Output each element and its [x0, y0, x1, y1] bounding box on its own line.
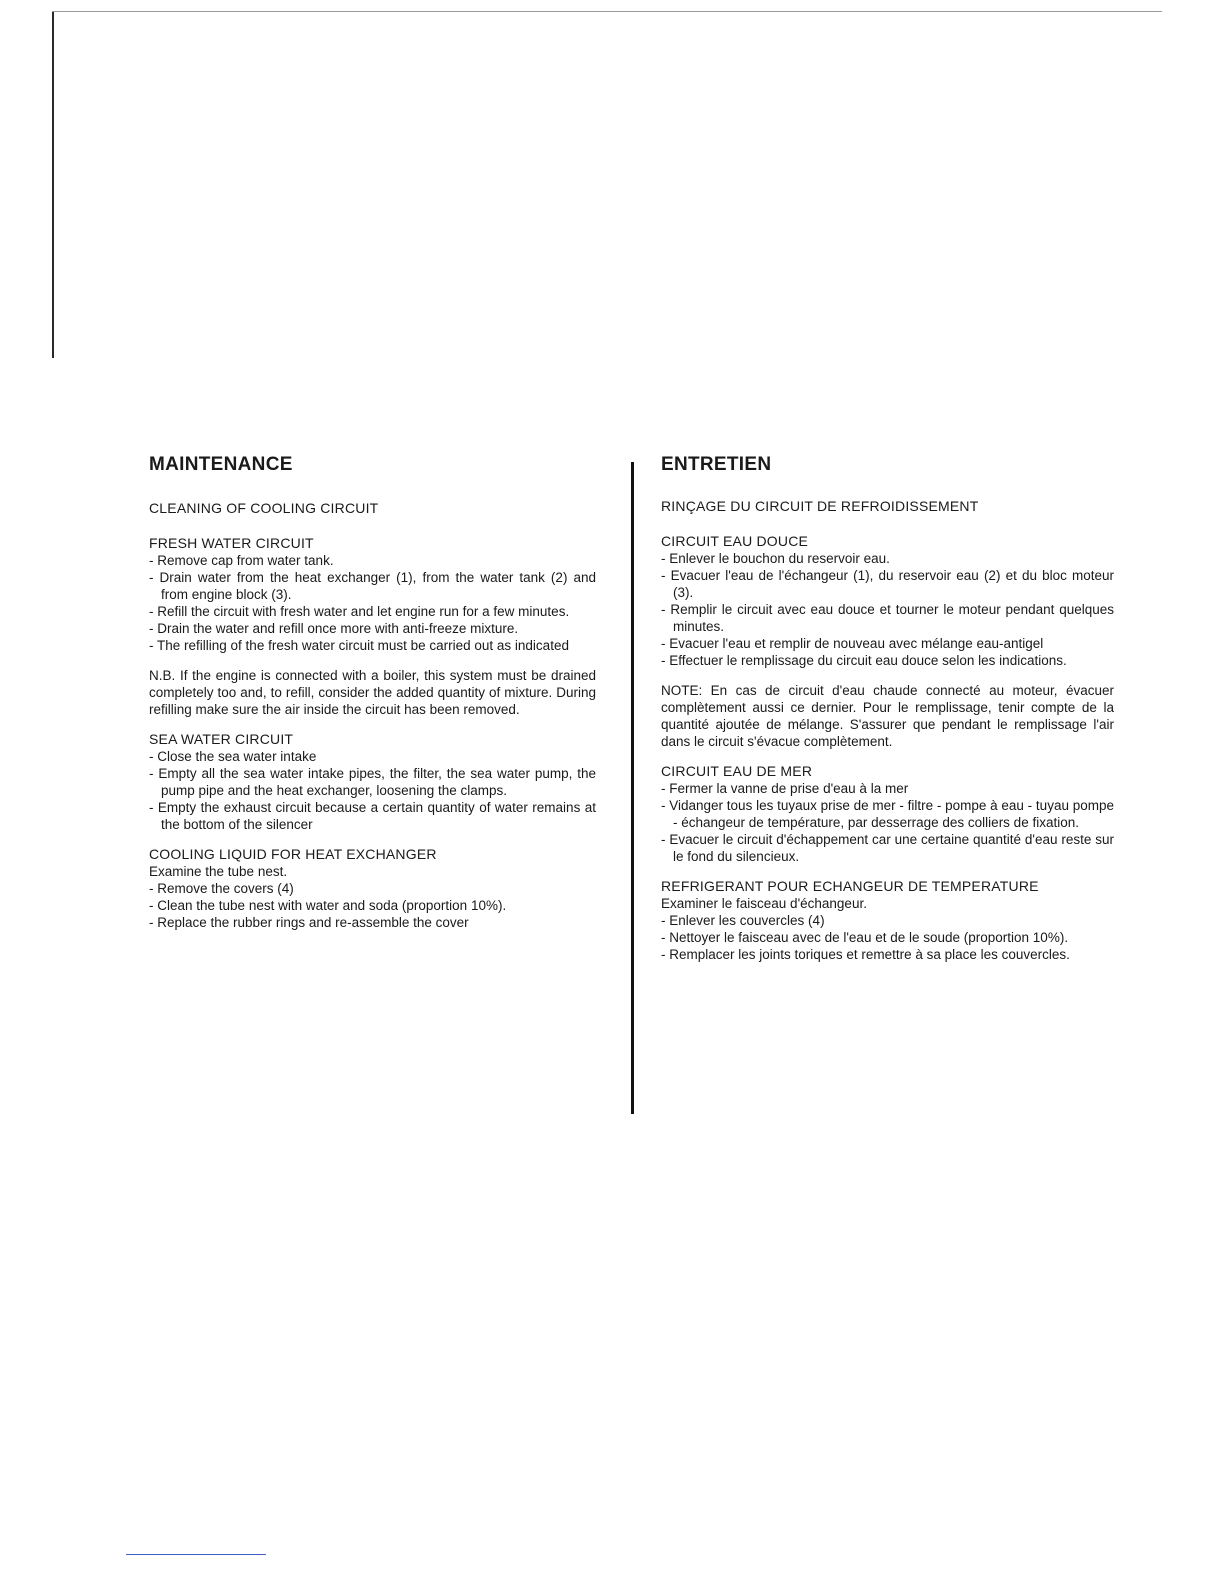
list-item: - Refill the circuit with fresh water and let engine run for a few minutes.: [149, 603, 596, 620]
list-item: - Evacuer le circuit d'échappement car une certaine quantité d'eau reste sur le fond du silencieux.: [661, 831, 1114, 865]
list-item: - Remove the covers (4): [149, 880, 596, 897]
step-list: [149, 748, 596, 833]
french-column: [661, 452, 1114, 976]
step-list: [661, 550, 1114, 669]
english-fresh-water-section: [149, 535, 596, 654]
top-rule: [52, 11, 1162, 12]
french-subtitle: RINÇAGE DU CIRCUIT DE REFROIDISSEMENT: [661, 498, 979, 514]
section-heading: FRESH WATER CIRCUIT: [149, 535, 314, 551]
section-heading: CIRCUIT EAU DE MER: [661, 763, 813, 779]
french-fresh-water-section: [661, 533, 1114, 669]
french-note: NOTE: En cas de circuit d'eau chaude connecté au moteur, évacuer complètement aussi ce dernier. Pour le remplissage, tenir compte de la quantité ajoutée de mélange. S'assurer que pendant le remplissage l'air dans le circuit s'évacue complètement.: [661, 683, 1114, 749]
list-item: - Drain water from the heat exchanger (1), from the water tank (2) and from engine block (3).: [149, 569, 596, 603]
english-note: N.B. If the engine is connected with a boiler, this system must be drained completely too and, to refill, consider the added quantity of mixture. During refilling make sure the air inside the circuit has been removed.: [149, 668, 596, 717]
list-item: - The refilling of the fresh water circuit must be carried out as indicated: [149, 637, 596, 654]
list-item: - Vidanger tous les tuyaux prise de mer - filtre - pompe à eau - tuyau pompe - échangeur de température, par desserrage des colliers de fixation.: [661, 797, 1114, 831]
english-cooling-liquid-section: [149, 846, 596, 931]
french-title: ENTRETIEN: [661, 454, 772, 475]
list-item: - Enlever les couvercles (4): [661, 912, 1114, 929]
french-cooling-liquid-section: [661, 878, 1114, 963]
list-item: - Close the sea water intake: [149, 748, 596, 765]
english-column: [149, 452, 596, 944]
step-list: [661, 780, 1114, 865]
section-heading: COOLING LIQUID FOR HEAT EXCHANGER: [149, 846, 437, 862]
english-sea-water-section: [149, 731, 596, 833]
section-intro: Examine the tube nest.: [149, 864, 288, 879]
list-item: - Drain the water and refill once more with anti-freeze mixture.: [149, 620, 596, 637]
list-item: - Remplir le circuit avec eau douce et tourner le moteur pendant quelques minutes.: [661, 601, 1114, 635]
list-item: - Clean the tube nest with water and soda (proportion 10%).: [149, 897, 596, 914]
section-intro: Examiner le faisceau d'échangeur.: [661, 896, 867, 911]
list-item: - Replace the rubber rings and re-assemble the cover: [149, 914, 596, 931]
list-item: - Empty all the sea water intake pipes, the filter, the sea water pump, the pump pipe and the heat exchanger, loosening the clamps.: [149, 765, 596, 799]
list-item: - Nettoyer le faisceau avec de l'eau et de le soude (proportion 10%).: [661, 929, 1114, 946]
french-sea-water-section: [661, 763, 1114, 865]
left-edge-rule: [52, 12, 54, 358]
step-list: [661, 912, 1114, 963]
list-item: - Empty the exhaust circuit because a certain quantity of water remains at the bottom of the silencer: [149, 799, 596, 833]
section-heading: SEA WATER CIRCUIT: [149, 731, 294, 747]
section-heading: CIRCUIT EAU DOUCE: [661, 533, 809, 549]
list-item: - Enlever le bouchon du reservoir eau.: [661, 550, 1114, 567]
list-item: - Evacuer l'eau et remplir de nouveau avec mélange eau-antigel: [661, 635, 1114, 652]
list-item: - Effectuer le remplissage du circuit eau douce selon les indications.: [661, 652, 1114, 669]
step-list: [149, 552, 596, 654]
list-item: - Remplacer les joints toriques et remettre à sa place les couvercles.: [661, 946, 1114, 963]
bottom-rule: [126, 1554, 266, 1555]
list-item: - Evacuer l'eau de l'échangeur (1), du reservoir eau (2) et du bloc moteur (3).: [661, 567, 1114, 601]
list-item: - Fermer la vanne de prise d'eau à la mer: [661, 780, 1114, 797]
column-divider: [631, 462, 634, 1114]
list-item: - Remove cap from water tank.: [149, 552, 596, 569]
section-heading: REFRIGERANT POUR ECHANGEUR DE TEMPERATURE: [661, 878, 1039, 894]
english-subtitle: CLEANING OF COOLING CIRCUIT: [149, 500, 379, 516]
english-title: MAINTENANCE: [149, 454, 293, 475]
step-list: [149, 880, 596, 931]
